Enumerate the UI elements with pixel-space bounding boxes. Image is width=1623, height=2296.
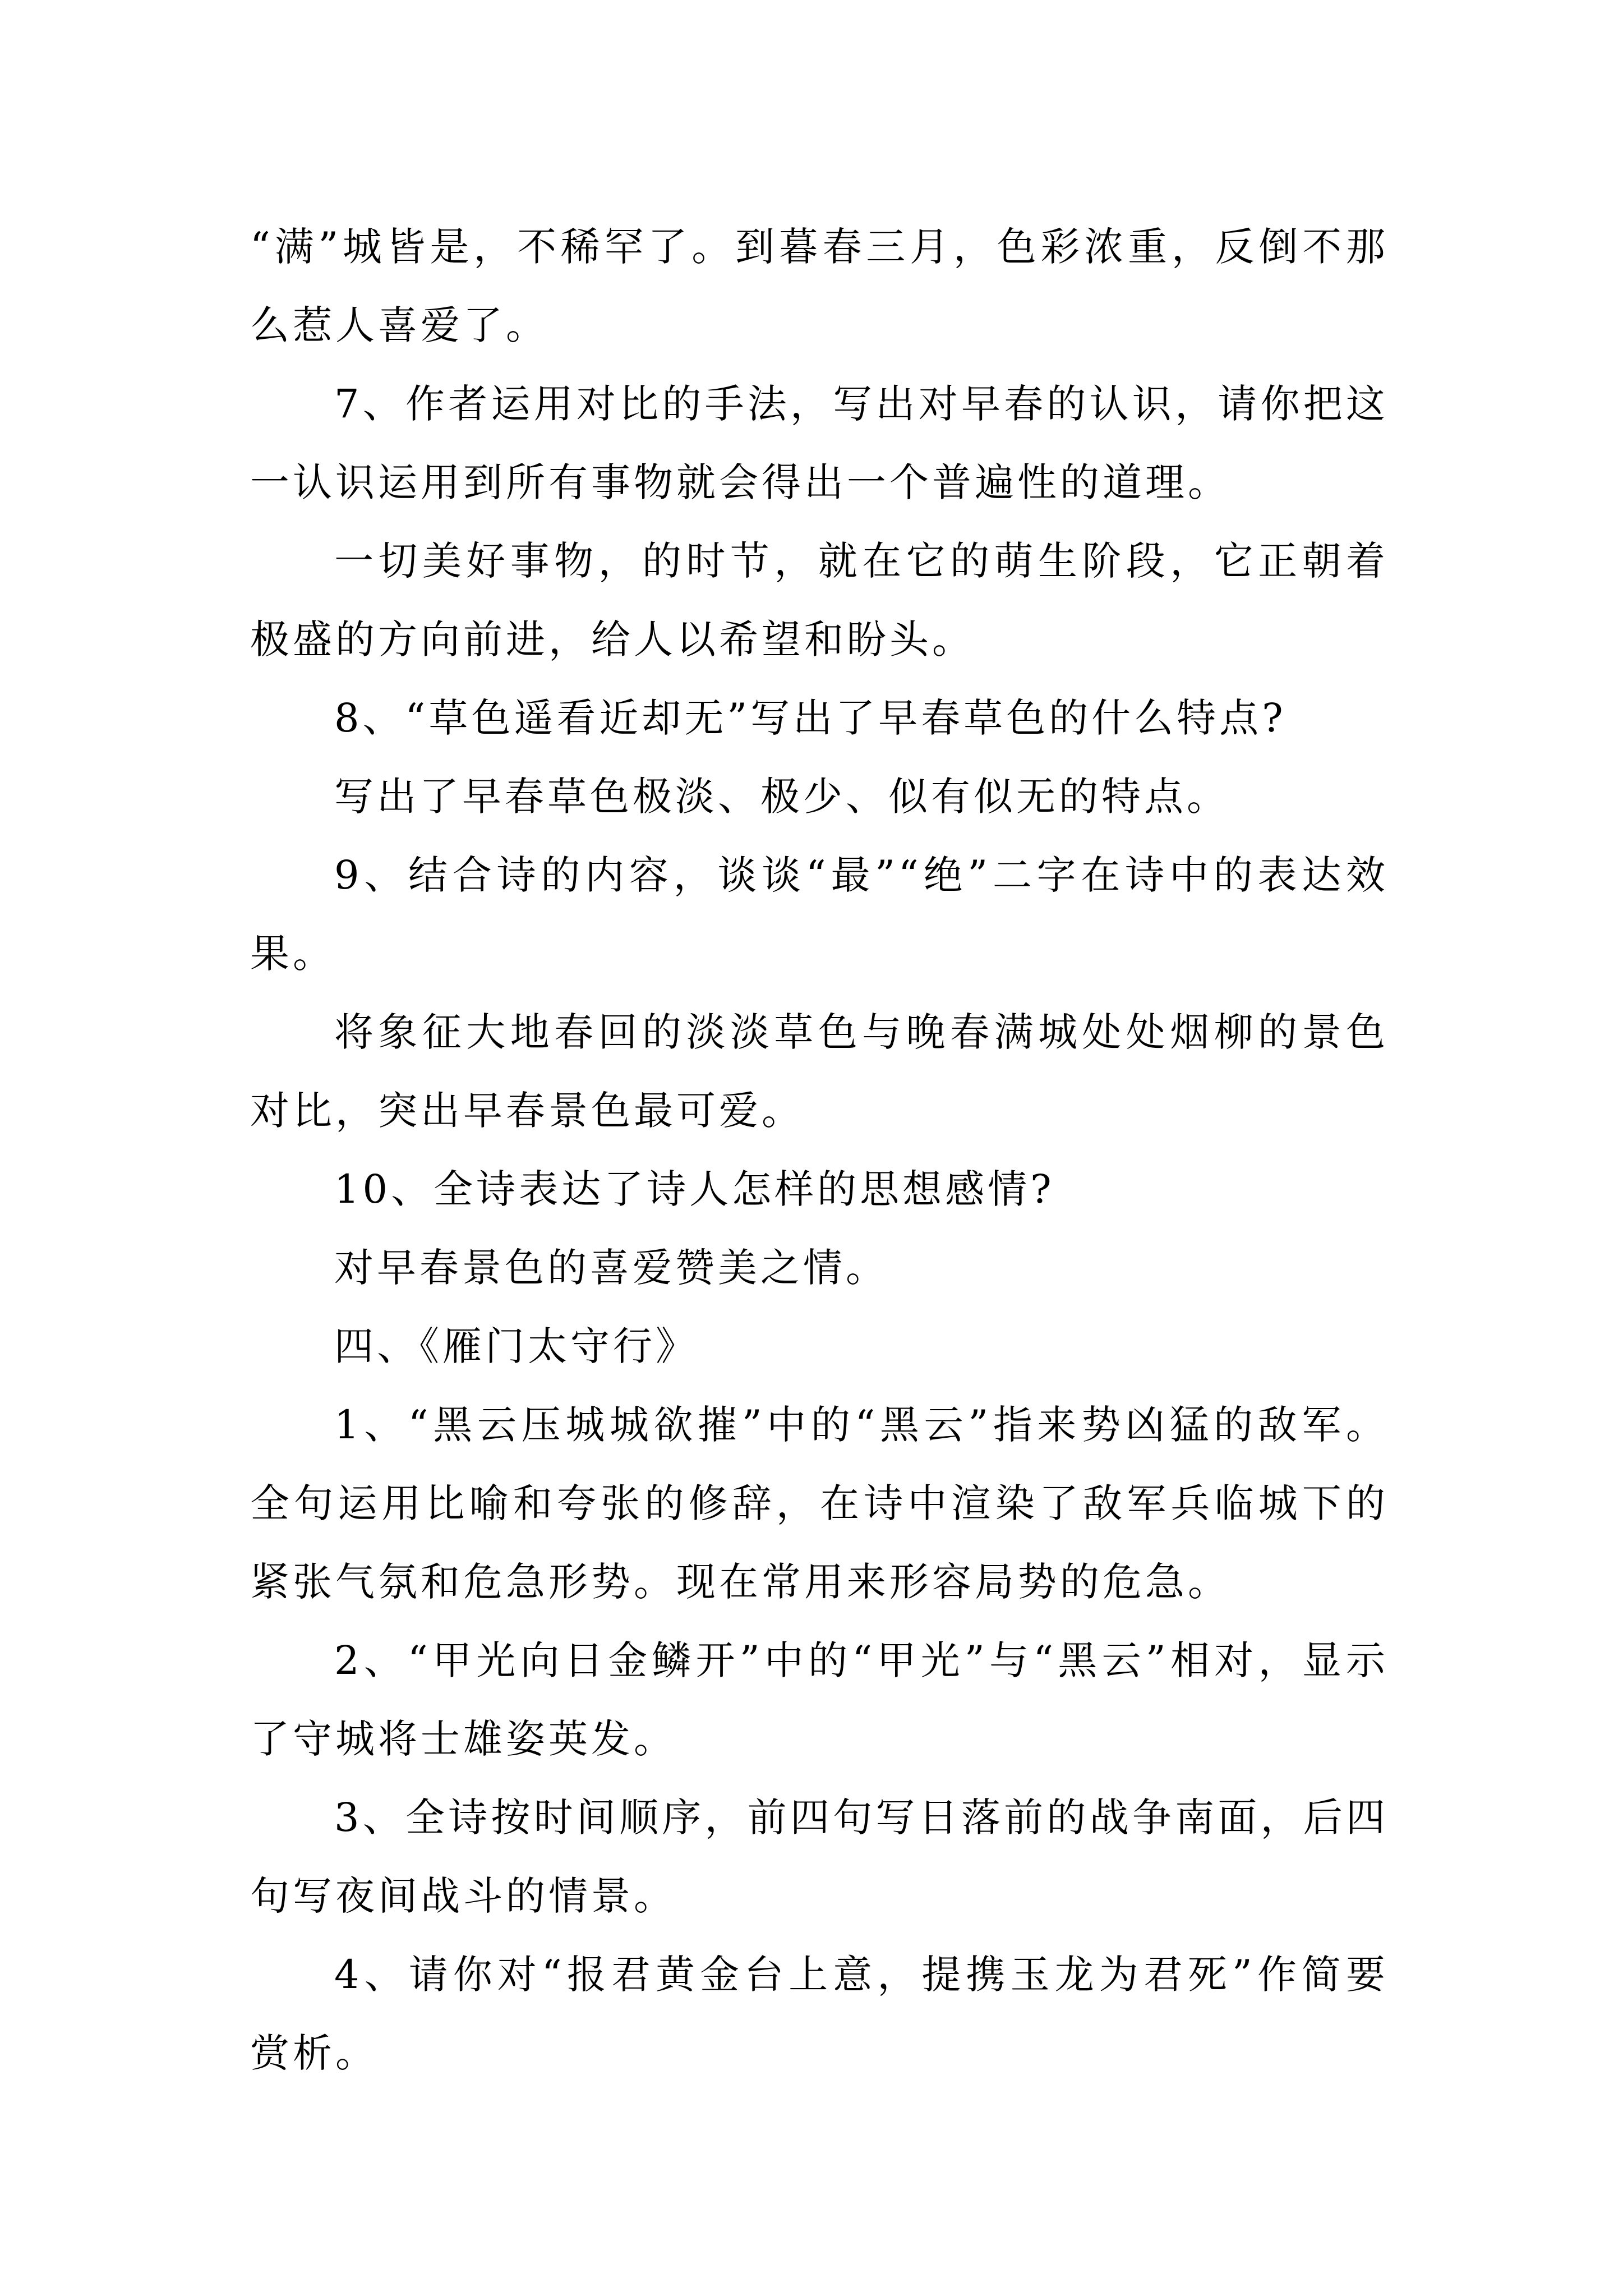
- question-7: 7、作者运用对比的手法，写出对早春的认识，请你把这一认识运用到所有事物就会得出一个普遍性的道理。: [250, 381, 1389, 505]
- item-2: 2、“甲光向日金鳞开”中的“甲光”与“黑云”相对，显示了守城将士雄姿英发。: [250, 1637, 1389, 1762]
- item-1: 1、“黑云压城城欲摧”中的“黑云”指来势凶猛的敌军。全句运用比喻和夸张的修辞，在诗中渲染了敌军兵临城下的紧张气氛和危急形势。现在常用来形容局势的危急。: [250, 1402, 1389, 1605]
- paragraph-continuation: “满”城皆是，不稀罕了。到暮春三月，色彩浓重，反倒不那么惹人喜爱了。: [250, 224, 1389, 348]
- question-9: 9、结合诗的内容，谈谈“最”“绝”二字在诗中的表达效果。: [250, 852, 1389, 977]
- answer-9: 将象征大地春回的淡淡草色与晚春满城处处烟柳的景色对比，突出早春景色最可爱。: [250, 1009, 1389, 1134]
- answer-10: 对早春景色的喜爱赞美之情。: [334, 1245, 888, 1291]
- section-heading: 四、《雁门太守行》: [334, 1323, 698, 1369]
- item-3: 3、全诗按时间顺序，前四句写日落前的战争南面，后四句写夜间战斗的情景。: [250, 1795, 1389, 1919]
- answer-7: 一切美好事物，的时节，就在它的萌生阶段，它正朝着极盛的方向前进，给人以希望和盼头。: [250, 538, 1389, 662]
- question-10: 10、全诗表达了诗人怎样的思想感情?: [334, 1166, 1055, 1212]
- item-4: 4、请你对“报君黄金台上意，提携玉龙为君死”作简要赏析。: [250, 1952, 1389, 2076]
- question-8: 8、“草色遥看近却无”写出了早春草色的什么特点?: [334, 695, 1287, 741]
- document-body: [250, 208, 1389, 2092]
- answer-8: 写出了早春草色极淡、极少、似有似无的特点。: [334, 774, 1229, 820]
